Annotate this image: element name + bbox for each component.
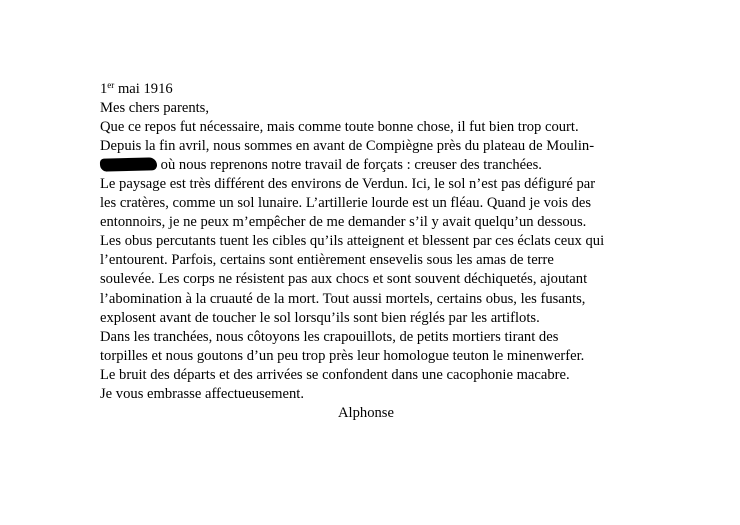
redaction-mark: [100, 157, 157, 171]
letter-line: Que ce repos fut nécessaire, mais comme toute bonne chose, il fut bien trop court.: [100, 119, 579, 136]
letter-line: Le paysage est très différent des environs de Verdun. Ici, le sol n’est pas défiguré par: [100, 176, 596, 193]
letter-date: [100, 80, 660, 99]
date-rest: mai 1916: [114, 81, 173, 97]
letter-line: Le bruit des départs et des arrivées se confondent dans une cacophonie macabre.: [100, 366, 570, 383]
letter-line: les cratères, comme un sol lunaire. L’artillerie lourde est un fléau. Quand je vois des: [100, 195, 592, 212]
letter-line: l’entourent. Parfois, certains sont entièrement ensevelis sous les amas de terre: [100, 252, 554, 269]
letter-line-redacted: [100, 156, 660, 175]
letter-line: explosent avant de toucher le sol lorsqu’ils sont bien réglés par les artiflots.: [100, 309, 540, 326]
letter-line: torpilles et nous goutons d’un peu trop près leur homologue teuton le minenwerfer.: [100, 347, 585, 364]
letter-line: Les obus percutants tuent les cibles qu’ils atteignent et blessent par ces éclats ceux qui: [100, 233, 605, 250]
letter-line-text: où nous reprenons notre travail de forçats : creuser des tranchées.: [157, 157, 542, 174]
letter-body: [100, 80, 660, 423]
date-day: 1: [100, 81, 108, 97]
letter-line: soulevée. Les corps ne résistent pas aux chocs et sont souvent déchiquetés, ajoutant: [100, 271, 588, 288]
closing-line: Je vous embrasse affectueusement.: [100, 385, 304, 402]
date-ordinal: er: [107, 80, 115, 90]
signature: Alphonse: [338, 404, 394, 421]
salutation: Mes chers parents,: [100, 100, 210, 117]
letter-line: Depuis la fin avril, nous sommes en avant de Compiègne près du plateau de Moulin-: [100, 138, 595, 155]
letter-line: l’abomination à la cruauté de la mort. Tout aussi mortels, certains obus, les fusants,: [100, 290, 586, 307]
letter-line: Dans les tranchées, nous côtoyons les crapouillots, de petits mortiers tirant des: [100, 328, 559, 345]
letter-line: entonnoirs, je ne peux m’empêcher de me demander s’il y avait quelqu’un dessous.: [100, 214, 587, 231]
